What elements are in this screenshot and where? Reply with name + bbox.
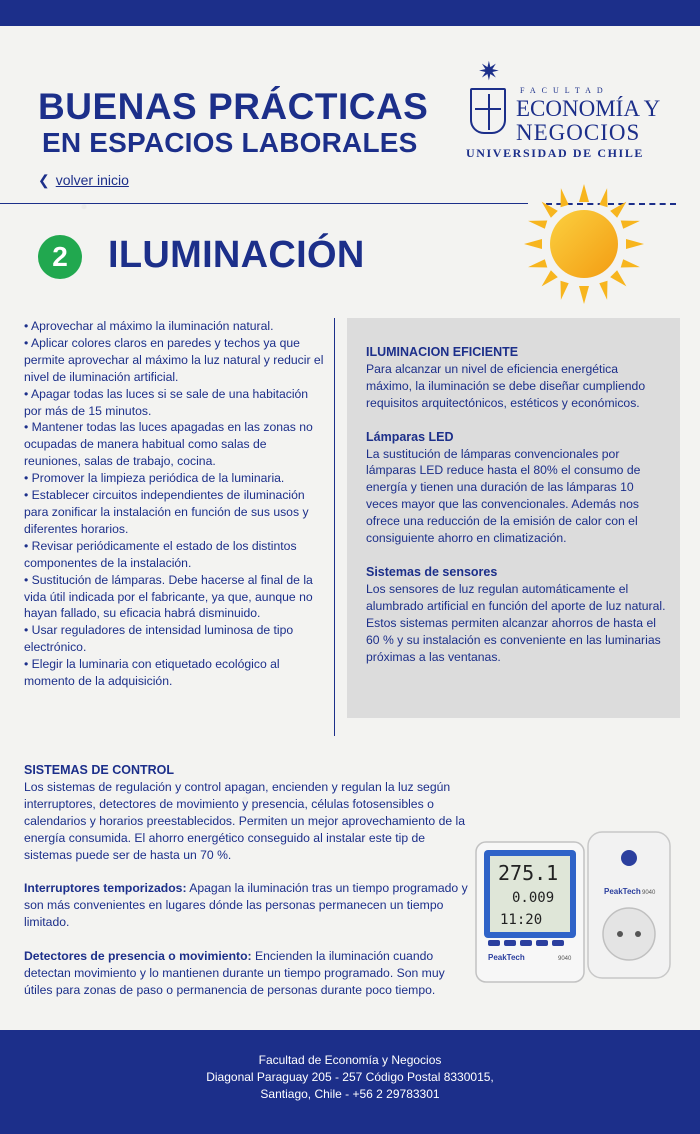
top-bar (0, 0, 700, 26)
practices-list (24, 318, 324, 690)
back-home-link[interactable] (38, 172, 129, 189)
logo-facultad: FACULTAD (520, 86, 609, 95)
chevron-left-icon: ❮ (38, 172, 50, 188)
meter-reading-secondary: 0.009 (512, 890, 555, 906)
list-item: • Aplicar colores claros en paredes y techos ya que permite aprovechar al máximo la luz natural y reducir el nivel de iluminación artificial. (24, 335, 324, 384)
meter-reading-main: 275.1 (498, 861, 559, 885)
meter-model: 9040 (558, 956, 572, 962)
list-item: • Usar reguladores de intensidad luminosa de tipo electrónico. (24, 623, 294, 655)
list-item: • Sustitución de lámparas. Debe hacerse al final de la vida útil indicada por el fabricante, ya que, aunque no hayan fallado, su eficacia habrá disminuido. (24, 572, 313, 621)
box-heading-efficient: ILUMINACION EFICIENTE (366, 345, 519, 359)
timed-switches-term: Interruptores temporizados: (24, 881, 187, 896)
meter-reading-time: 11:20 (500, 912, 543, 928)
efficient-lighting-box (347, 318, 680, 718)
box-heading-led: Lámparas LED (366, 429, 454, 444)
list-item: • Apagar todas las luces si se sale de una habitación por más de 15 minutos. (24, 386, 309, 418)
footer-line-1: Facultad de Economía y Negocios (258, 1053, 442, 1067)
footer-line-3: Santiago, Chile - +56 2 29783301 (260, 1087, 440, 1101)
presence-detectors-term: Detectores de presencia o movimiento: (24, 949, 252, 964)
box-text-led: La sustitución de lámparas convencionales por lámparas LED reduce hasta el 80% el consumo de energía y tienen una duración de las lámparas 10 veces mayor que las convencionales. Además nos ofrece una reducción de la emisión de calor con el consiguiente ahorro en climatización. (366, 446, 641, 546)
control-systems-text: Los sistemas de regulación y control apagan, encienden y regulan la luz según interruptores, detectores de movimiento y presencia, células fotosensibles o calendarios y horarios preestablecidos. Permiten un mejor aprovechamiento de la energía consumida. El ahorro energético conseguido al instalar este tip de sistemas puede ser de hasta un 70 %. (24, 779, 466, 862)
logo-economia: ECONOMÍA Y (516, 96, 661, 121)
box-text-sensors: Los sensores de luz regulan automáticamente el alumbrado artificial en función del aporte de luz natural. Estos sistemas permiten alcanzar ahorros de hasta el 60 % y su instalación es conveniente en las luminarias próximas a las ventanas. (366, 581, 666, 664)
shield-icon (470, 88, 506, 134)
timed-switches-text: Apagan la iluminación tras un tiempo programado y son más convenientes en lugares dónde las personas permanecen un tiempo limitado. (24, 881, 468, 930)
logo-universidad: UNIVERSIDAD DE CHILE (466, 146, 645, 160)
page-title-line2: EN ESPACIOS LABORALES (42, 127, 418, 158)
list-item: • Mantener todas las luces apagadas en las zonas no ocupadas de manera habitual como salas de reuniones, salas de trabajo, cocina. (24, 420, 313, 469)
energy-meter-image (472, 828, 682, 988)
timed-switches-paragraph (24, 880, 474, 931)
column-divider (334, 318, 335, 736)
star-icon: ✷ (478, 56, 500, 86)
section-title: ILUMINACIÓN (108, 234, 365, 276)
faculty-logo (464, 56, 661, 160)
list-item: • Revisar periódicamente el estado de los distintos componentes de la instalación. (24, 538, 297, 570)
header-divider (0, 203, 528, 204)
list-item: • Elegir la luminaria con etiquetado ecológico al momento de la adquisición. (24, 657, 280, 689)
list-item: • Aprovechar al máximo la iluminación natural. (24, 319, 274, 333)
presence-detectors-paragraph (24, 948, 474, 999)
control-systems-section (24, 762, 474, 999)
page-title-line1: BUENAS PRÁCTICAS (38, 86, 429, 127)
back-home-label: volver inicio (55, 172, 129, 188)
box-heading-sensors: Sistemas de sensores (366, 564, 498, 579)
sun-icon (522, 182, 646, 306)
box-text-efficient: Para alcanzar un nivel de eficiencia energética máximo, la iluminación se debe diseñar cumpliendo requisitos arquitectónicos, estéticos y económicos. (366, 361, 646, 410)
meter-brand: PeakTech (488, 953, 525, 962)
section-number-badge: 2 (38, 235, 82, 279)
list-item: • Establecer circuitos independientes de iluminación para zonificar la instalación en función de sus usos y diferentes horarios. (24, 488, 309, 536)
footer-line-2: Diagonal Paraguay 205 - 257 Código Postal 8330015, (206, 1070, 494, 1084)
plug-brand: PeakTech (604, 887, 641, 896)
logo-negocios: NEGOCIOS (516, 120, 641, 145)
list-item: • Promover la limpieza periódica de la luminaria. (24, 471, 285, 486)
footer (0, 1030, 700, 1134)
control-systems-heading: SISTEMAS DE CONTROL (24, 763, 175, 777)
page-title (38, 88, 428, 157)
plug-model: 9040 (642, 890, 656, 896)
presence-detectors-text: Encienden la iluminación cuando detectan movimiento y lo mantienen durante un tiempo programado. Son muy útiles para zonas de paso o permanencia de personas durante poco tiempo. (24, 949, 445, 997)
